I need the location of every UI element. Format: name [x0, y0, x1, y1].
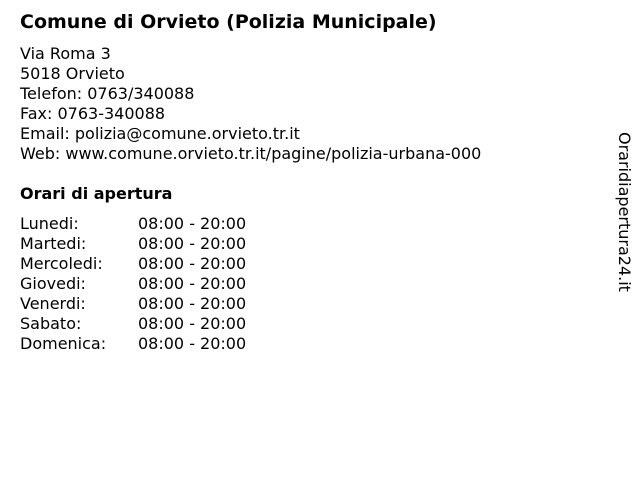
phone-number: Telefon: 0763/340088	[20, 84, 195, 103]
day-label: Venerdi:	[20, 294, 86, 313]
address-city: 5018 Orvieto	[20, 64, 125, 83]
contact-block	[20, 44, 481, 164]
hours-row-friday	[20, 294, 280, 314]
time-range: 08:00 - 20:00	[138, 254, 247, 273]
hours-row-monday	[20, 214, 280, 234]
page-title: Comune di Orvieto (Polizia Municipale)	[20, 11, 437, 33]
email-address: Email: polizia@comune.orvieto.tr.it	[20, 124, 300, 143]
address-street: Via Roma 3	[20, 44, 111, 63]
day-label: Domenica:	[20, 334, 107, 353]
hours-row-tuesday	[20, 234, 280, 254]
day-label: Lunedi:	[20, 214, 79, 233]
day-label: Mercoledi:	[20, 254, 103, 273]
opening-hours-heading: Orari di apertura	[20, 184, 173, 203]
hours-row-thursday	[20, 274, 280, 294]
opening-hours-table	[20, 214, 280, 354]
time-range: 08:00 - 20:00	[138, 214, 247, 233]
day-label: Giovedi:	[20, 274, 86, 293]
hours-row-sunday	[20, 334, 280, 354]
fax-number: Fax: 0763-340088	[20, 104, 166, 123]
site-watermark: Oraridiapertura24.it	[615, 132, 634, 292]
hours-row-saturday	[20, 314, 280, 334]
day-label: Sabato:	[20, 314, 82, 333]
day-label: Martedi:	[20, 234, 87, 253]
time-range: 08:00 - 20:00	[138, 234, 247, 253]
website-url: Web: www.comune.orvieto.tr.it/pagine/polizia-urbana-000	[20, 144, 482, 163]
time-range: 08:00 - 20:00	[138, 294, 247, 313]
hours-row-wednesday	[20, 254, 280, 274]
time-range: 08:00 - 20:00	[138, 314, 247, 333]
time-range: 08:00 - 20:00	[138, 274, 247, 293]
time-range: 08:00 - 20:00	[138, 334, 247, 353]
